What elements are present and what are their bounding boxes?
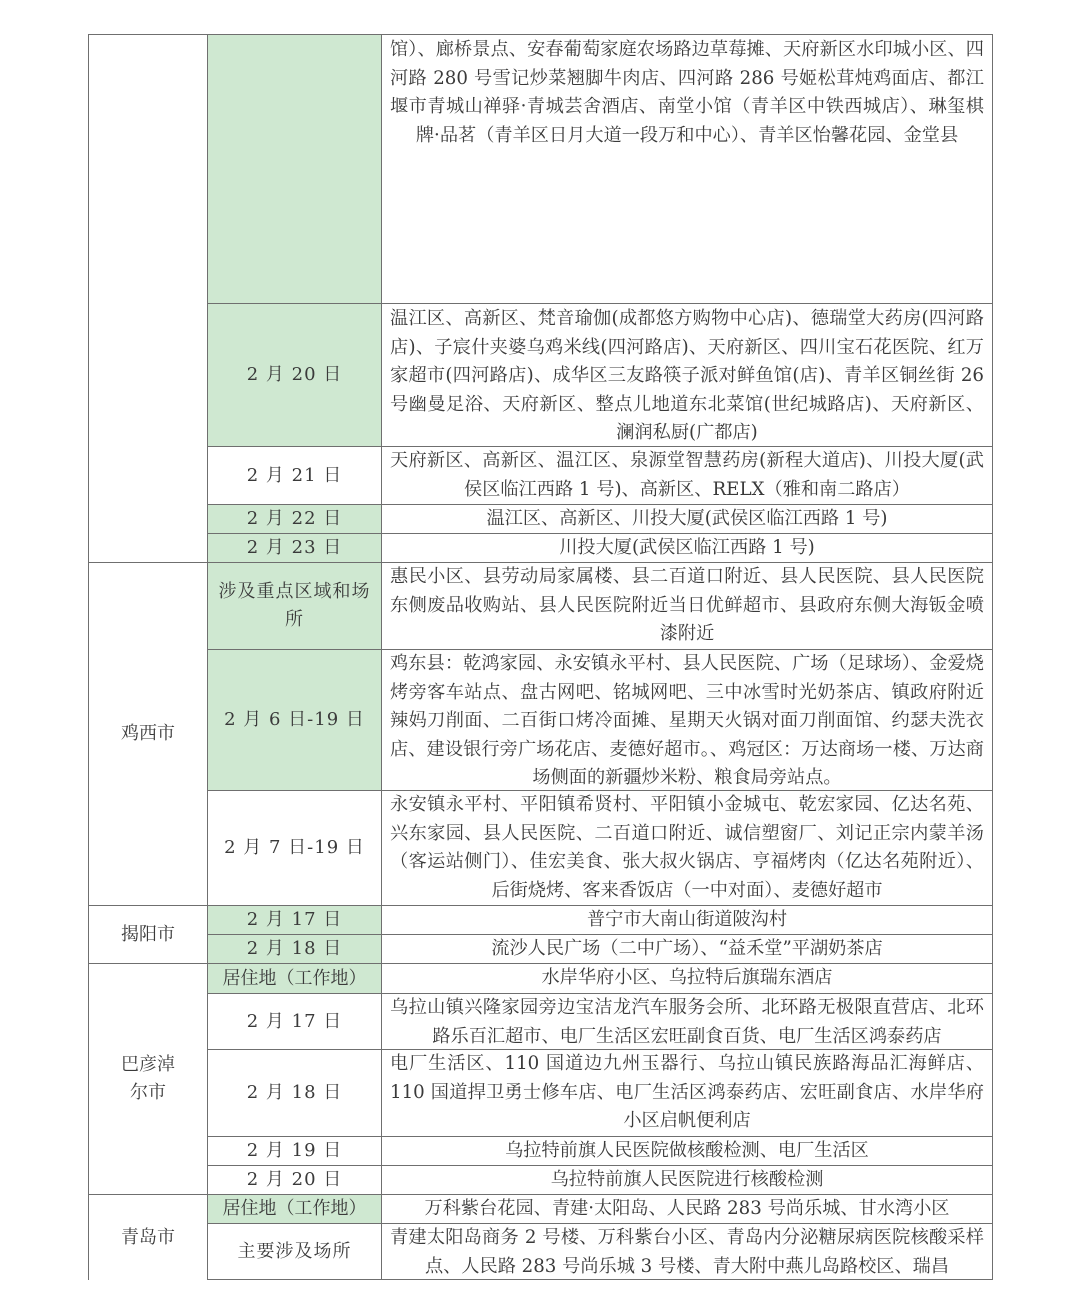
locations-text: 万科紫台花园、青建·太阳岛、人民路 283 号尚乐城、甘水湾小区 bbox=[424, 1197, 950, 1219]
locations-text: 青建太阳岛商务 2 号楼、万科紫台小区、青岛内分泌糖尿病医院核酸采样点、人民路 283 号尚乐城 3 号楼、青大附中燕儿岛路校区、瑞昌 bbox=[390, 1227, 984, 1277]
date-label: 2 月 17 日 bbox=[246, 909, 343, 930]
locations-text: 馆）、廊桥景点、安春葡萄家庭农场路边草莓摊、天府新区水印城小区、四河路 280 号雪记炒菜翘脚牛肉店、四河路 286 号姬松茸炖鸡面店、都江堰市青城山禅驿·青城芸舍酒店、南堂小馆（青羊区中铁西城店）、琳玺棋牌·品茗（青羊区日月大道一段万和中心）、青羊区怡馨花园、金堂县 bbox=[390, 39, 984, 146]
date-cell bbox=[207, 303, 381, 446]
city-cell-continued bbox=[88, 34, 207, 562]
date-label: 2 月 19 日 bbox=[246, 1140, 343, 1161]
date-cell bbox=[207, 649, 381, 790]
locations-text: 乌拉特前旗人民医院进行核酸检测 bbox=[550, 1168, 824, 1190]
date-cell bbox=[207, 504, 381, 533]
city-cell-jixi bbox=[88, 562, 207, 905]
date-cell bbox=[207, 1049, 381, 1136]
locations-text: 乌拉特前旗人民医院做核酸检测、电厂生活区 bbox=[505, 1139, 869, 1161]
date-label: 2 月 18 日 bbox=[246, 1082, 343, 1103]
residence-label: 居住地（工作地） bbox=[222, 967, 367, 989]
city-cell-bayannur bbox=[88, 963, 207, 1194]
date-label: 2 月 23 日 bbox=[246, 537, 343, 558]
locations-cell bbox=[381, 963, 993, 993]
date-cell bbox=[207, 1165, 381, 1194]
date-label: 2 月 21 日 bbox=[246, 464, 343, 486]
date-cell bbox=[207, 905, 381, 934]
locations-text: 电厂生活区、110 国道边九州玉器行、乌拉山镇民族路海品汇海鲜店、110 国道捍卫勇士修车店、电厂生活区鸿泰药店、宏旺副食店、水岸华府小区启帆便利店 bbox=[390, 1053, 984, 1131]
locations-text: 鸡东县：乾鸿家园、永安镇永平村、县人民医院、广场（足球场）、金爱烧烤旁客车站点、盘古网吧、铭城网吧、三中冰雪时光奶茶店、镇政府附近辣妈刀削面、二百街口烤冷面摊、星期天火锅对面刀削面馆、约瑟夫洗衣店、建设银行旁广场花店、麦德好超市。、鸡冠区：万达商场一楼、万达商场侧面的新疆炒米粉、粮食局旁站点。 bbox=[390, 653, 984, 788]
date-label: 2 月 20 日 bbox=[246, 364, 343, 385]
date-cell bbox=[207, 533, 381, 562]
date-label: 2 月 17 日 bbox=[246, 1010, 343, 1032]
residence-cell bbox=[207, 963, 381, 993]
locations-cell bbox=[381, 562, 993, 649]
date-label: 2 月 7 日-19 日 bbox=[224, 837, 365, 858]
date-cell bbox=[207, 934, 381, 963]
date-cell bbox=[207, 790, 381, 905]
locations-cell bbox=[381, 790, 993, 905]
date-label: 2 月 20 日 bbox=[246, 1169, 343, 1190]
locations-cell bbox=[381, 533, 993, 562]
category-label: 涉及重点区域和场所 bbox=[218, 581, 371, 630]
locations-text: 乌拉山镇兴隆家园旁边宝洁龙汽车服务会所、北环路无极限直营店、北环路乐百汇超市、电厂生活区宏旺副食百货、电厂生活区鸿泰药店 bbox=[390, 997, 984, 1047]
city-label: 青岛市 bbox=[121, 1226, 175, 1248]
locations-cell bbox=[381, 1194, 993, 1223]
locations-cell bbox=[381, 649, 993, 790]
locations-cell bbox=[381, 1136, 993, 1165]
locations-cell bbox=[381, 934, 993, 963]
locations-cell bbox=[381, 446, 993, 504]
city-cell-jieyang bbox=[88, 905, 207, 963]
date-cell bbox=[207, 446, 381, 504]
city-cell-qingdao bbox=[88, 1194, 207, 1280]
locations-cell bbox=[381, 1049, 993, 1136]
locations-text: 温江区、高新区、川投大厦(武侯区临江西路 1 号) bbox=[486, 507, 888, 529]
locations-cell bbox=[381, 1165, 993, 1194]
city-label: 揭阳市 bbox=[121, 923, 175, 945]
locations-cell bbox=[381, 993, 993, 1049]
date-cell bbox=[207, 34, 381, 303]
locations-cell bbox=[381, 905, 993, 934]
locations-text: 流沙人民广场（二中广场）、“益禾堂”平湖奶茶店 bbox=[491, 937, 883, 959]
locations-text: 水岸华府小区、乌拉特后旗瑞东酒店 bbox=[541, 967, 833, 989]
date-label: 2 月 18 日 bbox=[246, 938, 343, 959]
locations-cell bbox=[381, 504, 993, 533]
locations-cell bbox=[381, 303, 993, 446]
date-label: 2 月 22 日 bbox=[246, 508, 343, 529]
locations-text: 永安镇永平村、平阳镇希贤村、平阳镇小金城屯、乾宏家园、亿达名苑、兴东家园、县人民医院、二百道口附近、诚信塑窗厂、刘记正宗内蒙羊汤（客运站侧门）、佳宏美食、张大叔火锅店、亨福烤肉（亿达名苑附近）、后街烧烤、客来香饭店（一中对面）、麦德好超市 bbox=[390, 794, 984, 901]
locations-text: 普宁市大南山街道陂沟村 bbox=[586, 908, 788, 930]
residence-label: 居住地（工作地） bbox=[222, 1198, 367, 1219]
date-label: 2 月 6 日-19 日 bbox=[224, 709, 365, 730]
locations-text: 天府新区、高新区、温江区、泉源堂智慧药房(新程大道店)、川投大厦(武侯区临江西路 1 号)、高新区、RELX（雅和南二路店） bbox=[390, 450, 984, 500]
locations-text: 温江区、高新区、梵音瑜伽(成都悠方购物中心店)、德瑞堂大药房(四河路店)、子宸什夹婆乌鸡米线(四河路店)、天府新区、四川宝石花医院、红万家超市(四河路店)、成华区三友路筷子派对鲜鱼馆(店)、青羊区铜丝街 26 号幽曼足浴、天府新区、整点儿地道东北菜馆(世纪城路店)、天府新区、澜润私厨(广都店) bbox=[390, 308, 984, 443]
category-cell bbox=[207, 562, 381, 649]
residence-cell bbox=[207, 1194, 381, 1223]
category-label: 主要涉及场所 bbox=[237, 1240, 352, 1262]
date-cell bbox=[207, 993, 381, 1049]
city-label: 巴彦淖尔市 bbox=[121, 1054, 175, 1103]
category-cell bbox=[207, 1223, 381, 1280]
locations-text: 惠民小区、县劳动局家属楼、县二百道口附近、县人民医院、县人民医院东侧废品收购站、县人民医院附近当日优鲜超市、县政府东侧大海钣金喷漆附近 bbox=[390, 566, 984, 644]
locations-cell bbox=[381, 34, 993, 303]
city-label: 鸡西市 bbox=[121, 723, 175, 744]
locations-text: 川投大厦(武侯区临江西路 1 号) bbox=[559, 536, 815, 558]
locations-cell bbox=[381, 1223, 993, 1280]
date-cell bbox=[207, 1136, 381, 1165]
